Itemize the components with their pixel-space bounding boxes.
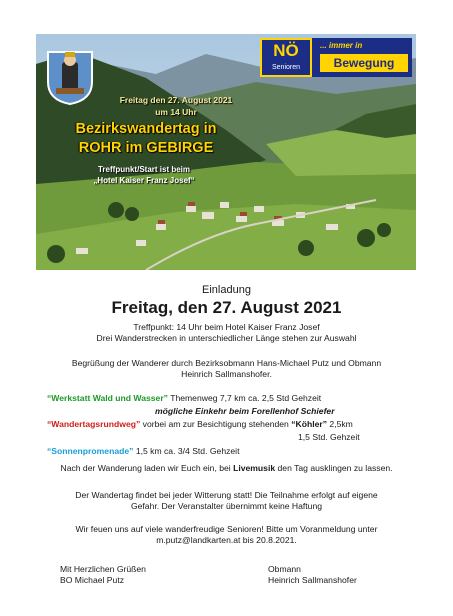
greeting-line2: Heinrich Sallmanshofer. xyxy=(181,369,272,379)
hero-meeting-point xyxy=(60,164,228,186)
headline-date: Freitag, den 27. August 2021 xyxy=(111,298,342,317)
logo-emblem xyxy=(260,38,312,77)
music-text-a: Nach der Wanderung laden wir Euch ein, bei xyxy=(60,463,234,473)
hero-title-line1: Bezirkswandertag in xyxy=(75,121,217,137)
hero-date-line: Freitag den 27. August 2021 xyxy=(119,95,233,105)
route-sonnenpromenade xyxy=(47,446,239,457)
logo-word: Bewegung xyxy=(320,54,408,72)
signature-left xyxy=(60,564,146,586)
weather-line2: Gefahr. Der Veranstalter übernimmt keine Haftung xyxy=(130,501,323,511)
hero-time-line: um 14 Uhr xyxy=(155,107,197,117)
greeting-line1: Begrüßung der Wanderer durch Bezirksobmann Hans-Michael Putz und Obmann xyxy=(71,358,382,368)
route-werkstatt xyxy=(47,393,321,404)
route-sonnen-name: “Sonnenpromenade” xyxy=(47,446,134,456)
route-werkstatt-name: “Werkstatt Wald und Wasser” xyxy=(47,393,168,403)
noe-senioren-logo xyxy=(260,38,414,80)
livemusik-text xyxy=(0,463,453,474)
route-sonnen-details: 1,5 km ca. 3/4 Std. Gehzeit xyxy=(133,446,240,456)
signature-left-name: BO Michael Putz xyxy=(60,575,124,585)
route-rundweg xyxy=(47,419,353,430)
meeting-point-text: Treffpunkt: 14 Uhr beim Hotel Kaiser Franz Josef xyxy=(133,322,320,332)
hero-title-line2: ROHR im GEBIRGE xyxy=(78,140,214,156)
route-rundweg-kohler: “Köhler” xyxy=(291,419,328,429)
einladung-label: Einladung xyxy=(202,284,251,296)
music-highlight: Livemusik xyxy=(233,463,276,473)
route-werkstatt-note: mögliche Einkehr beim Forellenhof Schiefer xyxy=(155,406,335,416)
signature-left-greeting: Mit Herzlichen Grüßen xyxy=(60,564,146,574)
hero-start-line2: „Hotel Kaiser Franz Josef“ xyxy=(93,176,195,185)
logo-tagline: ... immer in xyxy=(320,41,363,50)
registration-line2: m.putz@landkarten.at bis 20.8.2021. xyxy=(156,535,297,545)
logo-brand-text: NÖ xyxy=(273,41,299,60)
signature-right xyxy=(268,564,357,586)
route-werkstatt-details: Themenweg 7,7 km ca. 2,5 Std Gehzeit xyxy=(167,393,322,403)
route-rundweg-length: 2,5km xyxy=(327,419,353,429)
registration-line1: Wir feuen uns auf viele wanderfreudige Senioren! Bitte um Voranmeldung unter xyxy=(75,524,378,534)
music-text-c: den Tag ausklingen zu lassen. xyxy=(275,463,393,473)
logo-sub-text: Senioren xyxy=(271,64,301,71)
route-rundweg-details: vorbei am zur Besichtigung stehenden xyxy=(140,419,292,429)
route-rundweg-time: 1,5 Std. Gehzeit xyxy=(298,432,360,442)
weather-line1: Der Wandertag findet bei jeder Witterung statt! Die Teilnahme erfolgt auf eigene xyxy=(75,490,378,500)
route-rundweg-name: “Wandertagsrundweg” xyxy=(47,419,141,429)
hero-title xyxy=(48,120,244,158)
hero-date xyxy=(78,94,274,118)
hero-start-line1: Treffpunkt/Start ist beim xyxy=(97,165,190,174)
signature-right-role: Obmann xyxy=(268,564,301,574)
signature-right-name: Heinrich Sallmanshofer xyxy=(268,575,357,585)
routes-intro-text: Drei Wanderstrecken in unterschiedlicher Länge stehen zur Auswahl xyxy=(96,333,357,343)
